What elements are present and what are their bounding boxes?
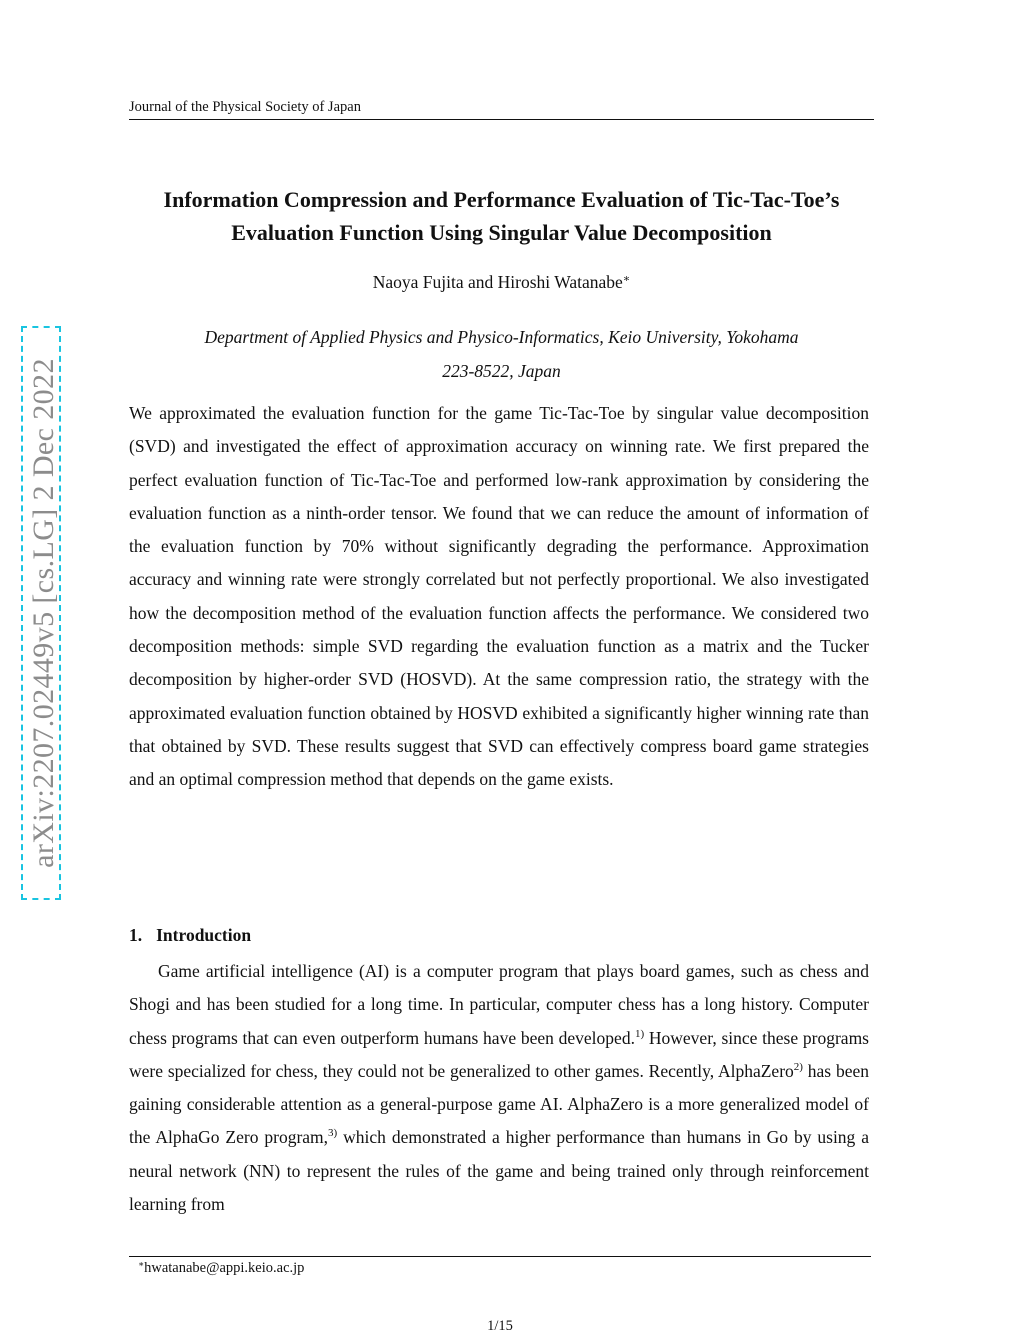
affiliation-line-2: 223-8522, Japan bbox=[442, 360, 561, 381]
title-line-2: Evaluation Function Using Singular Value Decomposition bbox=[231, 220, 772, 245]
footnote-email[interactable]: hwatanabe@appi.keio.ac.jp bbox=[144, 1260, 305, 1276]
section-number: 1. bbox=[129, 925, 143, 945]
abstract: We approximated the evaluation function for the game Tic-Tac-Toe by singular value decomposition (SVD) and investigated the effect of approximation accuracy on winning rate. We first prepared the perfect evaluation function of Tic-Tac-Toe and performed low-rank approximation by considering the evaluation function as a ninth-order tensor. We found that we can reduce the amount of information of the evaluation function by 70% without significantly degrading the performance. Approximation accuracy and winning rate were strongly correlated but not perfectly proportional. We also investigated how the decomposition method of the evaluation function affects the performance. We considered two decomposition methods: simple SVD regarding the evaluation function as a matrix and the Tucker decomposition by higher-order SVD (HOSVD). At the same compression ratio, the strategy with the approximated evaluation function obtained by HOSVD exhibited a significantly higher winning rate than that obtained by SVD. These results suggest that SVD can effectively compress board game strategies and an optimal compression method that depends on the game exists. bbox=[129, 403, 869, 790]
citation-1[interactable]: 1) bbox=[634, 1027, 645, 1040]
title-line-1: Information Compression and Performance Evaluation of Tic-Tac-Toe’s bbox=[163, 187, 840, 212]
authors bbox=[129, 272, 874, 293]
affiliation-line-1: Department of Applied Physics and Physico-Informatics, Keio University, Yokohama bbox=[204, 327, 799, 347]
intro-text-1: Game artificial intelligence (AI) is a computer program that plays board games, such as chess and Shogi and has been studied for a long time. In particular, computer chess has a long history. Computer chess programs that can even outperform humans have been developed. bbox=[129, 961, 869, 1048]
author-footnote-mark: ∗ bbox=[622, 273, 631, 285]
section-title: Introduction bbox=[156, 925, 252, 945]
paper-title bbox=[129, 183, 874, 249]
intro-text-2: However, since these programs were specialized for chess, they could not be generalized to other games. Recently, AlphaZero bbox=[129, 1027, 869, 1081]
author-names: Naoya Fujita and Hiroshi Watanabe bbox=[372, 272, 623, 292]
intro-text-4: which demonstrated a higher performance than humans in Go by using a neural network (NN) to represent the rules of the game and being trained only through reinforcement learning from bbox=[129, 1127, 869, 1215]
citation-2[interactable]: 2) bbox=[793, 1060, 803, 1073]
header-rule bbox=[129, 119, 874, 120]
arxiv-identifier[interactable]: arXiv:2207.02449v5 [cs.LG] 2 Dec 2022 bbox=[27, 358, 60, 868]
footnote-rule bbox=[129, 1256, 871, 1257]
citation-3[interactable]: 3) bbox=[328, 1127, 338, 1140]
section-heading bbox=[129, 925, 251, 946]
introduction-paragraph bbox=[129, 955, 869, 1221]
intro-text-3: has been gaining considerable attention as a general-purpose game AI. AlphaZero is a more generalized model of the AlphaGo Zero program, bbox=[129, 1060, 869, 1148]
footnote bbox=[138, 1260, 304, 1277]
journal-name: Journal of the Physical Society of Japan bbox=[129, 99, 361, 115]
footnote-mark: ∗ bbox=[138, 1259, 145, 1269]
page-number: 1/15 bbox=[487, 1318, 513, 1334]
affiliation bbox=[129, 321, 874, 388]
